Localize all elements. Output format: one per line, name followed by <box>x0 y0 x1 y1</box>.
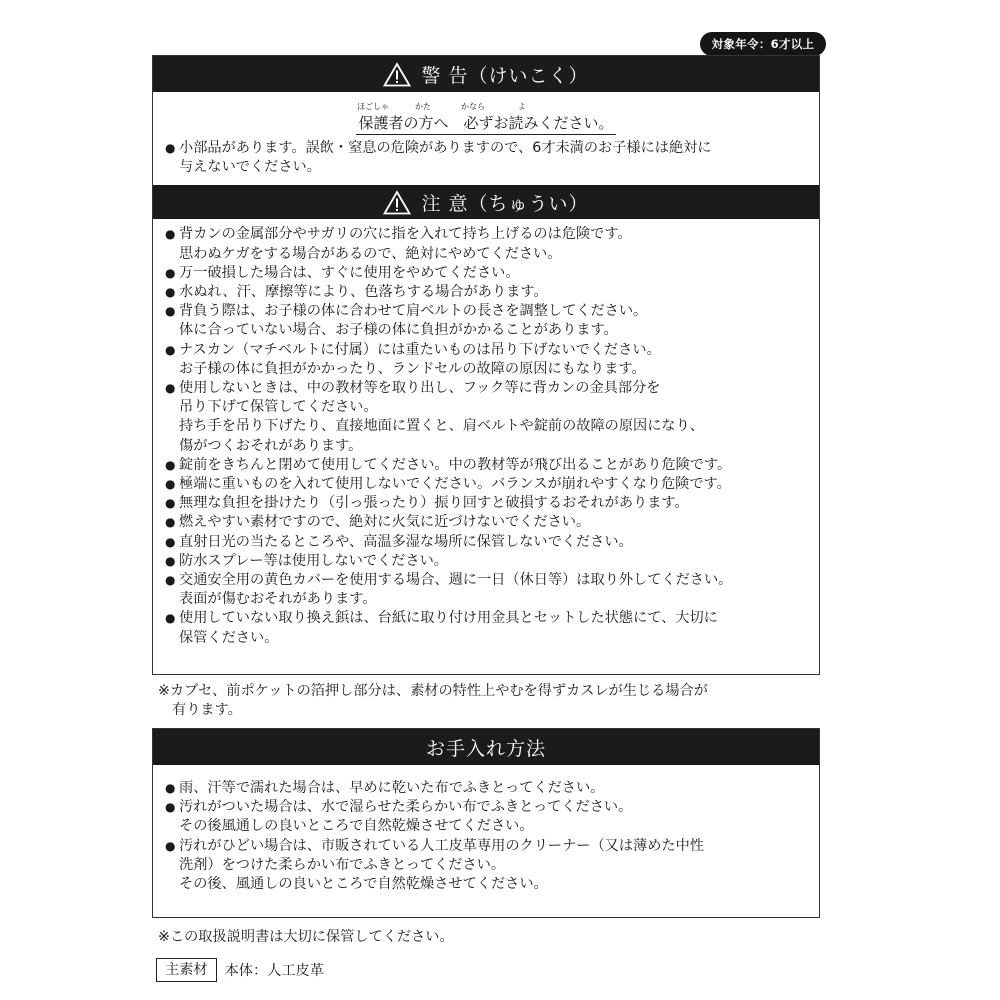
care-item: ● 汚れがひどい場合は、市販されている人工皮革専用のクリーナー（又は薄めた中性 <box>165 837 704 854</box>
caution-item: ● ナスカン（マチベルトに付属）には重たいものは吊り下げないでください。 <box>165 341 661 358</box>
material-info <box>156 958 324 982</box>
caution-item: ● 燃えやすい素材ですので、絶対に火気に近づけないでください。 <box>165 514 591 531</box>
warning-list: ● 小部品があります。誤飲・窒息の危険がありますので、6才未満のお子様には絶対に 与えないでください。 <box>153 139 819 177</box>
care-item: ● 汚れがついた場合は、水で湿らせた柔らかい布でふきとってください。 <box>165 799 633 816</box>
foil-note: ※カブセ、前ポケットの箔押し部分は、素材の特性上やむを得ずカスレが生じる場合が 有ります。 <box>158 683 708 719</box>
caution-item: ● 防水スプレー等は使用しないでください。 <box>165 552 448 569</box>
care-box <box>152 728 820 918</box>
caution-item: ● 交通安全用の黄色カバーを使用する場合、週に一日（休日等）は取り外してください。 <box>165 572 733 589</box>
caution-item: ● 錠前をきちんと閉めて使用してください。中の教材等が飛び出ることがあり危険です。 <box>165 456 732 473</box>
guardian-notice <box>153 102 819 135</box>
warning-header <box>153 56 819 92</box>
caution-header <box>153 185 819 219</box>
care-item: ● 雨、汗等で濡れた場合は、早めに乾いた布でふきとってください。 <box>165 780 605 796</box>
material-value: 本体：人工皮革 <box>224 963 324 979</box>
caution-item: ● 使用しないときは、中の教材等を取り出し、フック等に背カンの金具部分を <box>165 380 661 397</box>
caution-item: ● 無理な負担を掛けたり（引っ張ったり）振り回すと破損するおそれがあります。 <box>165 495 689 512</box>
caution-list: ● 背カンの金属部分やサガリの穴に指を入れて持ち上げるのは危険です。 思わぬケガをする場合があるので、絶対にやめてください。 ● 万一破損した場合は、すぐに使用をやめてください。 ● 水ぬれ、汗、摩擦等により、色落ちする場合があります。 ● 背負う際は、お子様の体に合わせて肩ベルトの長さを調整してください。 体に合っていない場合、お子様の体に負担がかかることがあります。 ● ナスカン（マチベルトに付属）には重たいものは吊り下げないでください。 お子様の体に負担がかかったり、ランドセルの故障の原因にもなります。 ● 使用しないときは、中の教材等を取り出し、フック等に背カンの金具部分を 吊り下げて保管してください。 持ち手を吊り下げたり、直接地面に置くと、肩ベルトや錠前の故障の原因になり、 傷がつくおそれがあります。 ● 錠前をきちんと閉めて使用してください。中の教材等が飛び出ることがあり危険です。 ● 極端に重いものを入れて使用しないでください。バランスが崩れやすくなり危険です。 ● 無理な負担を掛けたり（引っ張ったり）振り回すと破損するおそれがあります。 ● 燃えやすい素材ですので、絶対に火気に近づけないでください。 ● 直射日光の当たるところや、高温多湿な場所に保管しないでください。 ● 防水スプレー等は使用しないでください。 ● 交通安全用の黄色カバーを使用する場合、週に一日（休日等）は取り外してください。 表面が傷むおそれがあります。 ● 使用していない取り換え鋲は、台紙に取り付け用金具とセットした状態にて、大切に 保管ください。 <box>153 225 819 647</box>
warning-title: 警 告（けいこく） <box>421 64 589 87</box>
warning-item: ● 小部品があります。誤飲・窒息の危険がありますので、6才未満のお子様には絶対に <box>165 140 712 156</box>
caution-title: 注 意（ちゅうい） <box>421 192 589 215</box>
caution-item: ● 直射日光の当たるところや、高温多湿な場所に保管しないでください。 <box>165 533 633 550</box>
caution-item: ● 背カンの金属部分やサガリの穴に指を入れて持ち上げるのは危険です。 <box>165 226 632 243</box>
guardian-notice-text: 保護者の方へ 必ずお読みください。 <box>356 112 615 135</box>
caution-item: ● 水ぬれ、汗、摩擦等により、色落ちする場合があります。 <box>165 284 548 301</box>
care-title: お手入れ方法 <box>425 737 546 760</box>
material-label: 主素材 <box>156 958 217 982</box>
caution-item: ● 使用していない取り換え鋲は、台紙に取り付け用金具とセットした状態にて、大切に <box>165 610 718 627</box>
warning-caution-box <box>152 55 820 675</box>
caution-item: ● 極端に重いものを入れて使用しないでください。バランスが崩れやすくなり危険です。 <box>165 476 731 493</box>
care-list: ● 雨、汗等で濡れた場合は、早めに乾いた布でふきとってください。 ● 汚れがついた場合は、水で湿らせた柔らかい布でふきとってください。 その後風通しの良いところで自然乾燥させてください。 ● 汚れがひどい場合は、市販されている人工皮革専用のクリーナー（又は薄めた中性 洗剤）をつけた柔らかい布でふきとってください。 その後、風通しの良いところで自然乾燥させてください。 <box>153 779 819 894</box>
caution-item: ● 背負う際は、お子様の体に合わせて肩ベルトの長さを調整してください。 <box>165 303 648 320</box>
warning-triangle-icon <box>383 190 411 215</box>
caution-item: ● 万一破損した場合は、すぐに使用をやめてください。 <box>165 264 520 281</box>
warning-triangle-icon <box>383 62 411 87</box>
keep-manual-note: ※この取扱説明書は大切に保管してください。 <box>158 929 454 945</box>
furigana: ほごしゃ かた かなら よ <box>357 102 526 111</box>
age-badge: 対象年令：6才以上 <box>700 32 826 56</box>
care-header <box>153 729 819 765</box>
